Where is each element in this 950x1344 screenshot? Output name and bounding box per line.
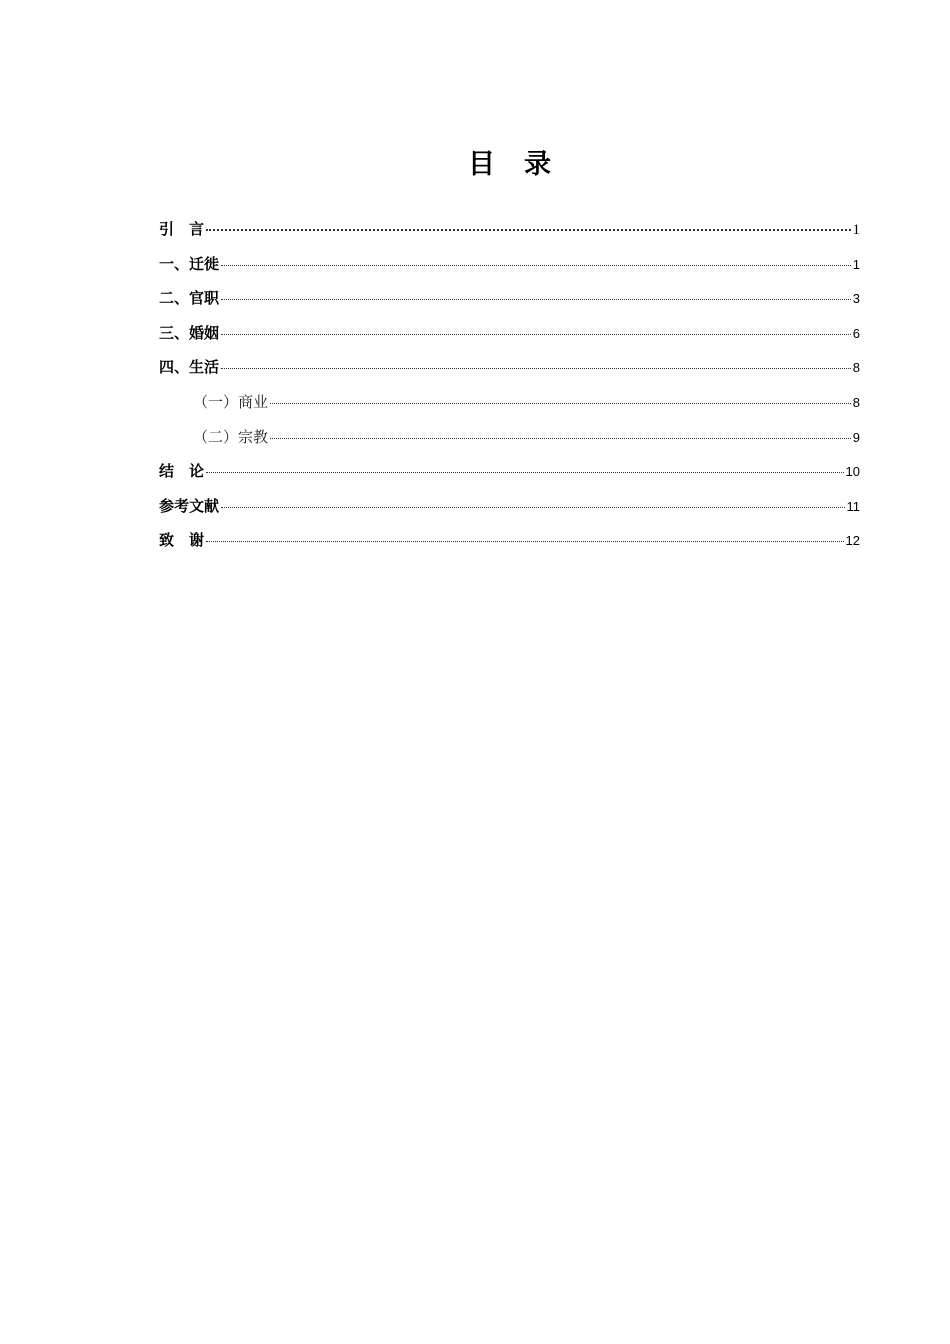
toc-entry-official-posts[interactable] (159, 281, 860, 316)
toc-entry-label: （一）商业 (193, 392, 269, 411)
toc-entry-page-number: 3 (852, 291, 860, 307)
toc-entry-page-number: 12 (845, 533, 860, 549)
table-of-contents (159, 212, 860, 558)
toc-title: 目 录 (468, 149, 552, 180)
toc-dot-leader (206, 228, 850, 231)
toc-dot-leader (221, 506, 844, 508)
toc-entry-introduction[interactable] (159, 212, 860, 247)
toc-entry-label: 一、迁徙 (159, 254, 220, 273)
toc-dot-leader (221, 298, 851, 300)
toc-dot-leader (221, 333, 851, 335)
toc-entry-page-number: 11 (846, 498, 860, 514)
toc-entry-references[interactable] (159, 489, 860, 524)
toc-dot-leader (206, 540, 844, 542)
toc-entry-page-number: 1 (852, 256, 860, 272)
toc-entry-label: 四、生活 (159, 358, 220, 377)
toc-entry-acknowledgements[interactable] (159, 523, 860, 558)
toc-entry-label: 参考文献 (159, 496, 220, 515)
toc-entry-label: 致 谢 (159, 531, 205, 550)
toc-entry-page-number: 10 (845, 464, 860, 480)
toc-entry-life[interactable] (159, 350, 860, 385)
toc-entry-page-number: 9 (852, 429, 860, 445)
toc-entry-label: 结 论 (159, 462, 205, 481)
toc-entry-label: 二、官职 (159, 289, 220, 308)
toc-dot-leader (221, 264, 851, 266)
toc-entry-conclusion[interactable] (159, 454, 860, 489)
toc-entry-migration[interactable] (159, 247, 860, 282)
toc-dot-leader (221, 367, 851, 369)
toc-entry-label: 三、婚姻 (159, 323, 220, 342)
toc-entry-marriage[interactable] (159, 316, 860, 351)
toc-dot-leader (206, 471, 844, 473)
toc-entry-page-number: 1 (852, 222, 860, 238)
toc-entry-page-number: 8 (852, 360, 860, 376)
toc-dot-leader (270, 437, 851, 439)
toc-entry-commerce[interactable] (159, 385, 860, 420)
toc-entry-page-number: 8 (852, 394, 860, 410)
toc-dot-leader (270, 402, 851, 404)
toc-entry-label: （二）宗教 (193, 427, 269, 446)
toc-entry-page-number: 6 (852, 325, 860, 341)
toc-entry-label: 引 言 (159, 220, 205, 238)
toc-entry-religion[interactable] (159, 420, 860, 455)
